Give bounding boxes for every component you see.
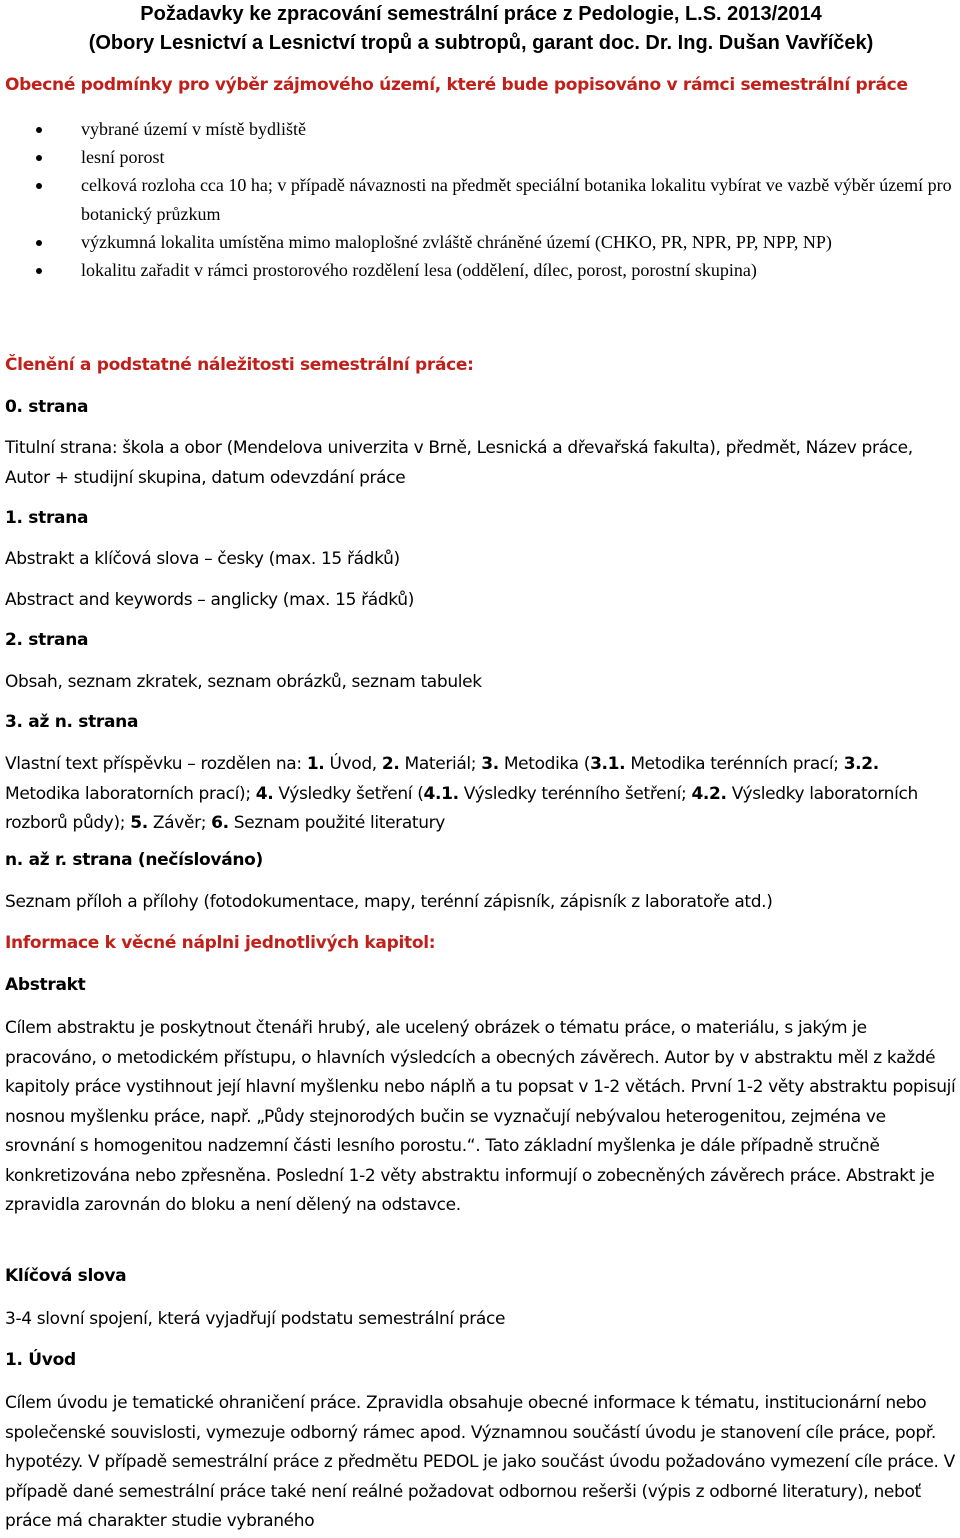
section-heading-general-conditions: Obecné podmínky pro výběr zájmového území, které bude popisováno v rámci semestrální práce xyxy=(5,75,908,95)
page-0-text: Titulní strana: škola a obor (Mendelova univerzita v Brně, Lesnická a dřevařská fakulta), předmět, Název práce, Autor + studijní skupina, datum odevzdání práce xyxy=(5,438,913,488)
intro-label: 1. Úvod xyxy=(5,1350,76,1370)
page-n-label: n. až r. strana (nečíslováno) xyxy=(5,850,264,870)
list-item xyxy=(5,115,960,143)
title-line-2: (Obory Lesnictví a Lesnictví tropů a subtropů, garant doc. Dr. Ing. Dušan Vavříček) xyxy=(88,32,874,54)
list-item-text: lesní porost xyxy=(81,147,165,168)
page-0-label: 0. strana xyxy=(5,397,89,417)
list-item xyxy=(5,171,960,227)
document-title xyxy=(5,0,957,58)
section-heading-structure: Členění a podstatné náležitosti semestrální práce: xyxy=(5,355,474,375)
abstract-text: Cílem abstraktu je poskytnout čtenáři hrubý, ale ucelený obrázek o tématu práce, o materiálu, s jakým je pracováno, o metodickém přístupu, o hlavních výsledcích a obecných závěrech. Autor by v abstraktu měl z každé kapitoly práce vystihnout její hlavní myšlenku nebo náplň a tu popsat v 1-2 větách. První 1-2 věty abstraktu popisují nosnou myšlenku práce, např. „Půdy stejnorodých bučin se vyznačují nebývalou heterogenitou, zejména ve srovnání s homogenitou nadzemní části lesního porostu.“. Tato základní myšlenka je dále případně stručně konkretizována nebo zpřesněna. Poslední 1-2 věty abstraktu informují o zobecněných závěrech práce. Abstrakt je zpravidla zarovnán do bloku a není dělený na odstavce. xyxy=(5,1018,956,1215)
keywords-label: Klíčová slova xyxy=(5,1266,127,1286)
list-item-text: lokalitu zařadit v rámci prostorového rozdělení lesa (oddělení, dílec, porost, porostní skupina) xyxy=(81,260,757,281)
list-item xyxy=(5,228,960,256)
intro-text: Cílem úvodu je tematické ohraničení práce. Zpravidla obsahuje obecné informace k tématu, institucionární nebo společenské souvislosti, vymezuje odborný rámec apod. Významnou součástí úvodu je stanovení cíle práce, popř. hypotézy. V případě semestrální práce z předmětu PEDOL je jako součást úvodu požadováno vymezení cíle práce. V případě dané semestrální práce také není reálné požadovat odbornou rešerši (výpis z odborné literatury), neboť práce má charakter studie vybraného xyxy=(5,1393,955,1531)
bullet-icon xyxy=(36,268,42,274)
page-1-text-czech: Abstrakt a klíčová slova – česky (max. 15 řádků) xyxy=(5,549,400,569)
bullet-icon xyxy=(36,183,42,189)
page-1-label: 1. strana xyxy=(5,508,89,528)
list-item-text: celková rozloha cca 10 ha; v případě návaznosti na předmět speciální botanika lokalitu vybírat ve vazbě výběr území pro botanický průzkum xyxy=(81,175,952,224)
bullet-icon xyxy=(36,155,42,161)
abstract-label: Abstrakt xyxy=(5,975,86,995)
page-1-text-english: Abstract and keywords – anglicky (max. 15 řádků) xyxy=(5,590,414,610)
list-item xyxy=(5,143,960,171)
bullet-icon xyxy=(36,127,42,133)
page-3-label: 3. až n. strana xyxy=(5,712,139,732)
list-item xyxy=(5,256,960,284)
list-item-text: výzkumná lokalita umístěna mimo maloplošné zvláště chráněné území (CHKO, PR, NPR, PP, NPP, NP) xyxy=(81,231,832,252)
page-2-text: Obsah, seznam zkratek, seznam obrázků, seznam tabulek xyxy=(5,672,482,692)
page-2-label: 2. strana xyxy=(5,630,89,650)
title-line-1: Požadavky ke zpracování semestrální práce z Pedologie, L.S. 2013/2014 xyxy=(140,3,822,25)
document-page xyxy=(5,0,957,1531)
page-n-text: Seznam příloh a přílohy (fotodokumentace, mapy, terénní zápisník, zápisník z laboratoře atd.) xyxy=(5,892,773,912)
keywords-text: 3-4 slovní spojení, která vyjadřují podstatu semestrální práce xyxy=(5,1309,506,1329)
list-item-text: vybrané území v místě bydliště xyxy=(81,119,306,139)
bullet-icon xyxy=(36,240,42,246)
conditions-list xyxy=(5,115,960,284)
section-heading-chapter-content: Informace k věcné náplni jednotlivých kapitol: xyxy=(5,933,436,953)
page-3-text: Vlastní text příspěvku – rozdělen na: 1. Úvod, 2. Materiál; 3. Metodika (3.1. Metodika terénních prací; 3.2. Metodika laboratorních prací); 4. Výsledky šetření (4.1. Výsledky terénního šetření; 4.2. Výsledky laboratorních rozborů půdy); 5. Závěr; 6. Seznam použité literatury xyxy=(5,754,918,833)
